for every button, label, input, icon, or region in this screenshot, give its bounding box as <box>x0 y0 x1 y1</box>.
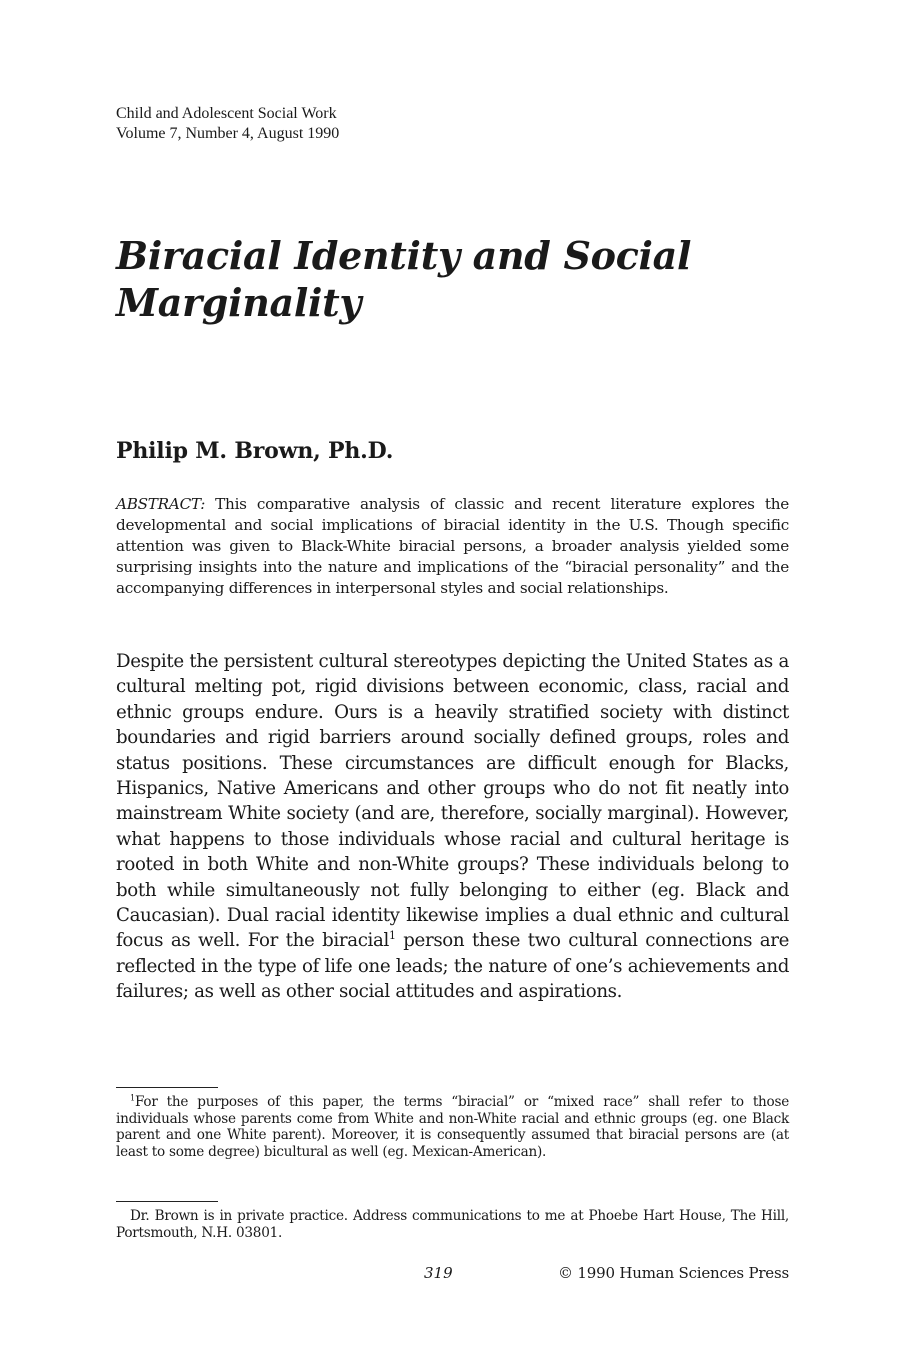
abstract-text: This comparative analysis of classic and recent literature explores the developmental and social implications of biracial identity in the U.S. Though specific attention was given to Black-White biracial persons, a broader analysis yielded some surprising insights into the nature and implications of the “biracial personality” and the accompanying differences in interpersonal styles and social relationships. <box>116 495 789 597</box>
author-note-text: Dr. Brown is in private practice. Address communications to me at Phoebe Hart House, The Hill, Portsmouth, N.H. 03801. <box>116 1208 789 1241</box>
journal-name: Child and Adolescent Social Work <box>116 105 337 122</box>
author-note <box>116 1208 789 1241</box>
article-title: Biracial Identity and Social Marginality <box>116 233 692 325</box>
footnote-reference: 1 <box>388 929 396 943</box>
author-note-divider <box>116 1201 218 1202</box>
footnote-1 <box>116 1094 789 1160</box>
footnote-1-marker: 1 <box>130 1092 135 1103</box>
footnote-divider <box>116 1087 218 1088</box>
body-text-part2: person these two cultural connections are reflected in the type of life one leads; the nature of one’s achievements and failures; as well as other social attitudes and aspirations. <box>116 930 790 1003</box>
footnote-1-text: For the purposes of this paper, the terms “biracial” or “mixed race” shall refer to those individuals whose parents come from White and non-White racial and ethnic groups (eg. one Black parent and one White parent). Moreover, it is consequently assumed that biracial persons are (at least to some degree) bicultural as well (eg. Mexican-American). <box>116 1094 789 1160</box>
article-author: Philip M. Brown, Ph.D. <box>116 438 394 464</box>
journal-header <box>116 104 339 144</box>
journal-issue: Volume 7, Number 4, August 1990 <box>116 125 340 142</box>
copyright-notice: © 1990 Human Sciences Press <box>558 1264 789 1282</box>
abstract-label: ABSTRACT: <box>116 495 206 513</box>
body-text-part1: Despite the persistent cultural stereotypes depicting the United States as a cultural melting pot, rigid divisions between economic, class, racial and ethnic groups endure. Ours is a heavily stratified society with distinct boundaries and rigid barriers around socially defined groups, roles and status positions. These circumstances are difficult enough for Blacks, Hispanics, Native Americans and other groups who do not fit neatly into mainstream White society (and are, therefore, socially marginal). However, what happens to those individuals whose racial and cultural heritage is rooted in both White and non-White groups? These individuals belong to both while simultaneously not fully belonging to either (eg. Black and Caucasian). Dual racial identity likewise implies a dual ethnic and cultural focus as well. For the biracial <box>116 651 789 952</box>
page-number: 319 <box>424 1264 453 1282</box>
abstract <box>116 494 789 599</box>
body-paragraph <box>116 649 789 1005</box>
